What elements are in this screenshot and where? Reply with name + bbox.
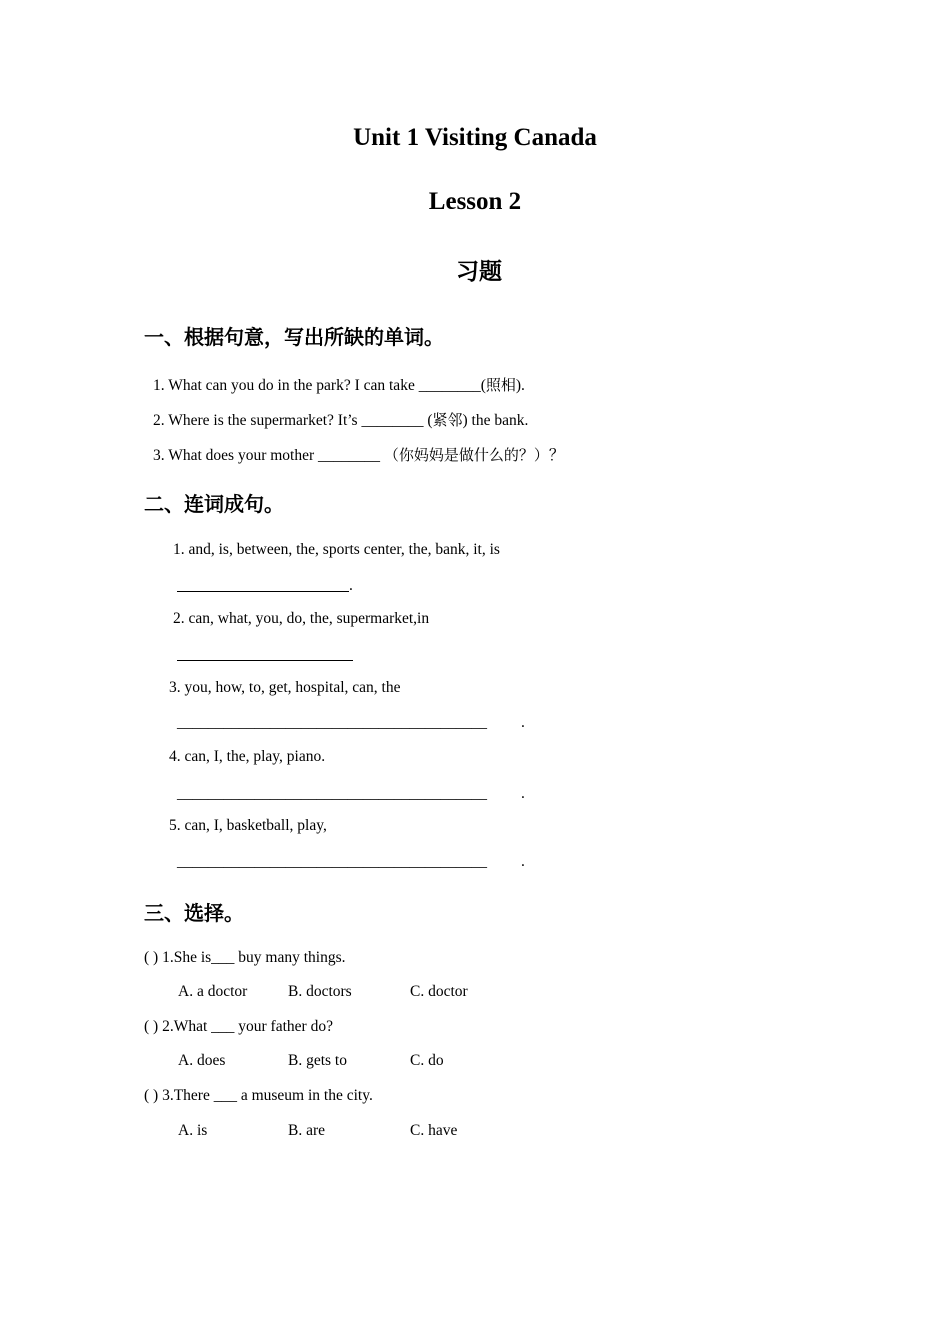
section1-item-2 xyxy=(153,409,528,430)
item-suffix: ) the bank. xyxy=(462,412,529,429)
section2-item-2: 2. can, what, you, do, the, supermarket,in xyxy=(173,610,430,627)
question-1-option-a[interactable]: A. a doctor xyxy=(178,983,248,1000)
item-hint: 紧邻 xyxy=(432,411,463,429)
section1-item-1 xyxy=(153,374,525,395)
question-3-option-a[interactable]: A. is xyxy=(178,1122,208,1139)
section2-item-4: 4. can, I, the, play, piano. xyxy=(169,748,326,765)
answer-end-4: . xyxy=(521,785,525,802)
section3-heading: 三、选择。 xyxy=(144,901,244,925)
section2-item-5: 5. can, I, basketball, play, xyxy=(169,817,327,834)
question-1-stem: ( ) 1.She is___ buy many things. xyxy=(144,949,346,966)
item-prefix: 3. What does your mother ________ xyxy=(153,447,384,464)
question-2-option-a[interactable]: A. does xyxy=(178,1052,226,1069)
answer-line-3[interactable]: ________________________________________ xyxy=(177,714,487,731)
lesson-title: Lesson 2 xyxy=(428,188,522,215)
question-3-option-c[interactable]: C. have xyxy=(410,1122,458,1139)
item-suffix: ). xyxy=(515,377,525,394)
section1-item-3 xyxy=(153,443,564,465)
question-2-option-c[interactable]: C. do xyxy=(410,1052,444,1069)
answer-line-5[interactable]: ________________________________________ xyxy=(177,853,487,870)
item-suffix: ？ xyxy=(548,447,565,464)
item-hint: 照相 xyxy=(485,376,516,394)
question-2-stem: ( ) 2.What ___ your father do? xyxy=(144,1018,333,1035)
section2-item-1: 1. and, is, between, the, sports center, the, bank, it, is xyxy=(173,541,500,558)
answer-end-5: . xyxy=(521,853,525,870)
answer-end-3: . xyxy=(521,714,525,731)
answer-line-2[interactable] xyxy=(177,660,353,661)
item-prefix: 2. Where is the supermarket? It’s ________ ( xyxy=(153,412,433,429)
section2-item-3: 3. you, how, to, get, hospital, can, the xyxy=(169,679,401,696)
question-1-option-c[interactable]: C. doctor xyxy=(410,983,468,1000)
question-1-option-b[interactable]: B. doctors xyxy=(288,983,352,1000)
exercise-title: 习题 xyxy=(456,259,502,285)
answer-end-1: . xyxy=(349,577,353,594)
item-hint: （你妈妈是做什么的？） xyxy=(383,446,549,464)
question-3-option-b[interactable]: B. are xyxy=(288,1122,326,1139)
item-prefix: 1. What can you do in the park? I can take ________( xyxy=(153,377,486,394)
section1-heading: 一、根据句意，写出所缺的单词。 xyxy=(144,325,444,349)
answer-line-1[interactable] xyxy=(177,591,349,592)
section2-heading: 二、连词成句。 xyxy=(144,492,284,516)
unit-title: Unit 1 Visiting Canada xyxy=(353,124,597,151)
question-3-stem: ( ) 3.There ___ a museum in the city. xyxy=(144,1087,373,1104)
answer-line-4[interactable]: ________________________________________ xyxy=(177,785,487,802)
question-2-option-b[interactable]: B. gets to xyxy=(288,1052,347,1069)
